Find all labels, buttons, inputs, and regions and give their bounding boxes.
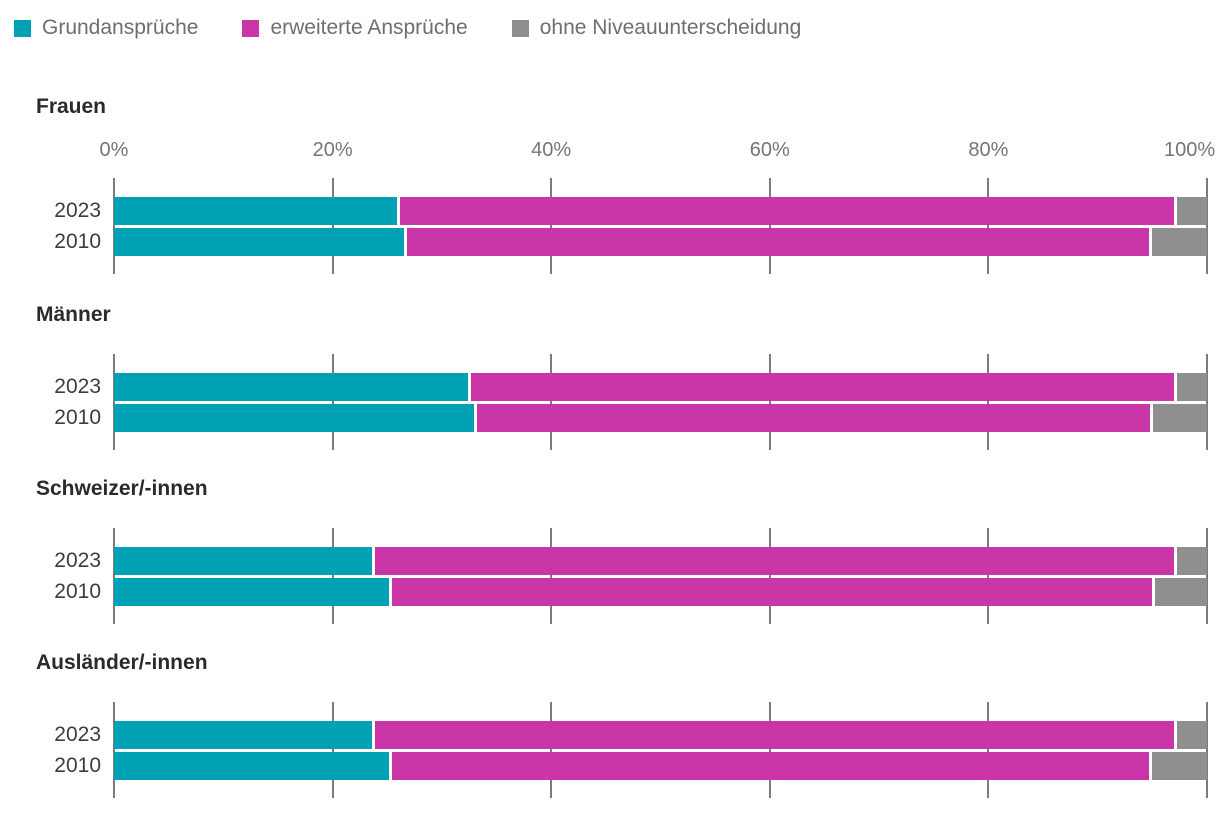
gridline <box>1206 528 1208 624</box>
plot-area <box>54 528 1207 624</box>
legend-item-grundansprueche <box>14 15 198 41</box>
legend-color-swatch-grundansprueche <box>14 20 31 37</box>
axis-tick-label: 20% <box>312 139 353 161</box>
bar-segment-erweiterte-ansprueche <box>477 404 1154 432</box>
gridline <box>769 528 771 624</box>
plot-area <box>54 354 1207 450</box>
group-title: Schweizer/-innen <box>36 477 208 500</box>
bar-segment-ohne-niveauunterscheidung <box>1152 228 1207 256</box>
gridline <box>113 702 115 798</box>
bar-segment-ohne-niveauunterscheidung <box>1152 752 1207 780</box>
legend-color-swatch-erweiterte-ansprueche <box>242 20 259 37</box>
year-label: 2023 <box>54 549 101 572</box>
gridline <box>987 354 989 450</box>
gridline <box>550 702 552 798</box>
bar-segment-erweiterte-ansprueche <box>407 228 1152 256</box>
bar-segment-erweiterte-ansprueche <box>375 547 1177 575</box>
bar-segment-erweiterte-ansprueche <box>471 373 1177 401</box>
gridline <box>332 178 334 274</box>
legend-item-label: Grundansprüche <box>42 16 199 39</box>
gridline <box>332 528 334 624</box>
gridline <box>1206 178 1208 274</box>
legend-item-erweiterte-ansprueche <box>242 15 467 41</box>
axis-tick-label: 60% <box>749 139 790 161</box>
gridline <box>332 702 334 798</box>
bar-segment-grundansprueche <box>114 197 400 225</box>
bar-row <box>114 197 1207 225</box>
bar-segment-erweiterte-ansprueche <box>400 197 1177 225</box>
bar-segment-grundansprueche <box>114 547 375 575</box>
axis-tick-label: 100% <box>1164 139 1216 161</box>
bar-segment-grundansprueche <box>114 721 375 749</box>
bar-segment-ohne-niveauunterscheidung <box>1177 197 1207 225</box>
legend-item-label: erweiterte Ansprüche <box>270 16 468 39</box>
gridline <box>113 354 115 450</box>
legend-color-swatch-ohne-niveauunterscheidung <box>512 20 529 37</box>
bar-segment-erweiterte-ansprueche <box>392 752 1153 780</box>
plot-area <box>54 178 1207 274</box>
gridline <box>769 702 771 798</box>
bar-segment-ohne-niveauunterscheidung <box>1177 721 1207 749</box>
year-label: 2010 <box>54 754 101 777</box>
year-label: 2010 <box>54 406 101 429</box>
year-label: 2010 <box>54 230 101 253</box>
bar-segment-erweiterte-ansprueche <box>375 721 1177 749</box>
gridline <box>987 702 989 798</box>
bar-row <box>114 721 1207 749</box>
gridline <box>769 178 771 274</box>
legend-item-ohne-niveauunterscheidung <box>512 15 802 41</box>
plot-area <box>54 702 1207 798</box>
bar-segment-ohne-niveauunterscheidung <box>1155 578 1207 606</box>
bar-row <box>114 578 1207 606</box>
year-label: 2023 <box>54 375 101 398</box>
bar-segment-grundansprueche <box>114 752 392 780</box>
gridline <box>113 178 115 274</box>
bar-segment-grundansprueche <box>114 578 392 606</box>
year-label: 2023 <box>54 723 101 746</box>
bar-segment-grundansprueche <box>114 404 477 432</box>
bar-row <box>114 404 1207 432</box>
bar-segment-erweiterte-ansprueche <box>392 578 1155 606</box>
gridline <box>769 354 771 450</box>
group-title: Frauen <box>36 95 107 118</box>
bar-row <box>114 228 1207 256</box>
gridline <box>113 528 115 624</box>
bar-segment-ohne-niveauunterscheidung <box>1177 373 1207 401</box>
bar-segment-grundansprueche <box>114 373 471 401</box>
group-title: Männer <box>36 303 111 326</box>
axis-tick-label: 40% <box>531 139 572 161</box>
x-axis-tick-labels <box>99 139 1216 167</box>
bar-segment-ohne-niveauunterscheidung <box>1153 404 1207 432</box>
bar-segment-ohne-niveauunterscheidung <box>1177 547 1207 575</box>
gridline <box>550 528 552 624</box>
gridline <box>987 178 989 274</box>
bar-segment-grundansprueche <box>114 228 407 256</box>
gridline <box>987 528 989 624</box>
gridline <box>550 178 552 274</box>
gridline <box>550 354 552 450</box>
year-label: 2023 <box>54 199 101 222</box>
gridline <box>332 354 334 450</box>
legend-item-label: ohne Niveauunterscheidung <box>539 16 802 39</box>
legend <box>14 15 845 41</box>
bar-row <box>114 373 1207 401</box>
bar-row <box>114 547 1207 575</box>
group-title: Ausländer/-innen <box>36 651 208 674</box>
axis-tick-label: 0% <box>99 139 129 161</box>
bar-row <box>114 752 1207 780</box>
gridline <box>1206 354 1208 450</box>
gridline <box>1206 702 1208 798</box>
year-label: 2010 <box>54 580 101 603</box>
axis-tick-label: 80% <box>968 139 1009 161</box>
